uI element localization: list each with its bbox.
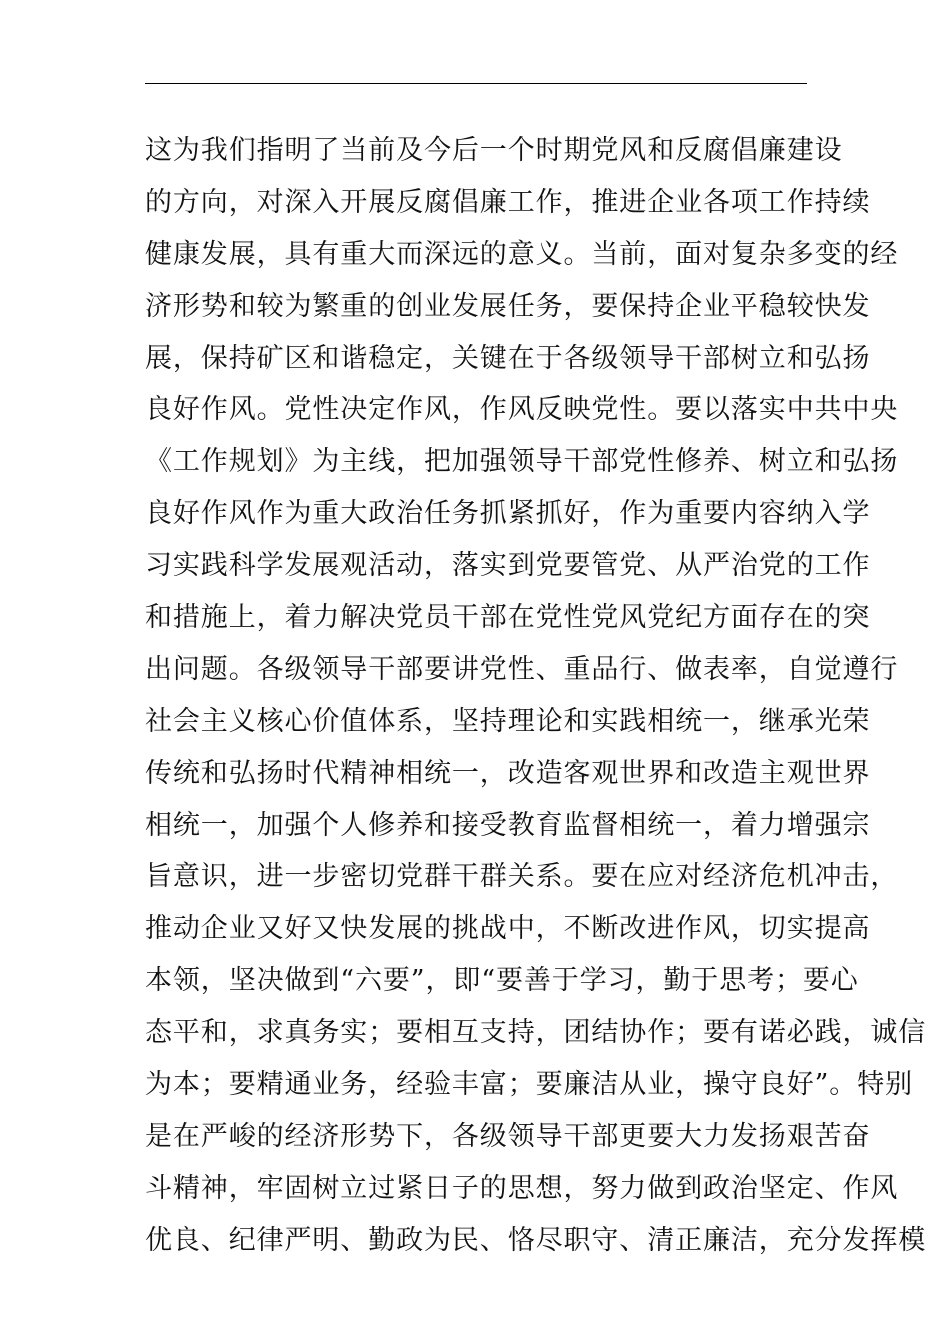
text-line: 习实践科学发展观活动，落实到党要管党、从严治党的工作 xyxy=(145,550,871,582)
text-line: 斗精神，牢固树立过紧日子的思想，努力做到政治坚定、作风 xyxy=(145,1172,899,1204)
text-line: 相统一，加强个人修养和接受教育监督相统一，着力增强宗 xyxy=(145,809,871,841)
text-line: 这为我们指明了当前及今后一个时期党风和反腐倡廉建设 xyxy=(145,135,843,166)
text-line: 社会主义核心价值体系，坚持理论和实践相统一，继承光荣 xyxy=(145,705,871,737)
text-line: 展，保持矿区和谐稳定，关键在于各级领导干部树立和弘扬 xyxy=(145,342,871,374)
text-line: 旨意识，进一步密切党群干群关系。要在应对经济危机冲击， xyxy=(145,861,899,893)
text-line: 《工作规划》为主线，把加强领导干部党性修养、树立和弘扬 xyxy=(145,446,899,478)
text-line: 的方向，对深入开展反腐倡廉工作，推进企业各项工作持续 xyxy=(145,186,871,218)
text-line: 健康发展，具有重大而深远的意义。当前，面对复杂多变的经 xyxy=(145,238,899,270)
text-line: 态平和，求真务实；要相互支持，团结协作；要有诺必践，诚信 xyxy=(145,1017,927,1049)
text-line: 本领，坚决做到“六要”，即“要善于学习，勤于思考；要心 xyxy=(145,965,859,997)
body-paragraph xyxy=(145,125,927,1267)
text-line: 推动企业又好又快发展的挑战中，不断改进作风，切实提高 xyxy=(145,913,871,945)
text-line: 济形势和较为繁重的创业发展任务，要保持企业平稳较快发 xyxy=(145,290,871,322)
text-line: 良好作风作为重大政治任务抓紧抓好，作为重要内容纳入学 xyxy=(145,498,871,530)
text-line: 和措施上，着力解决党员干部在党性党风党纪方面存在的突 xyxy=(145,602,871,634)
text-line: 良好作风。党性决定作风，作风反映党性。要以落实中共中央 xyxy=(145,394,899,426)
header-divider xyxy=(145,83,807,84)
text-line: 是在严峻的经济形势下，各级领导干部更要大力发扬艰苦奋 xyxy=(145,1120,871,1152)
text-line: 传统和弘扬时代精神相统一，改造客观世界和改造主观世界 xyxy=(145,757,871,789)
text-line: 优良、纪律严明、勤政为民、恪尽职守、清正廉洁，充分发挥模 xyxy=(145,1224,927,1256)
text-line: 出问题。各级领导干部要讲党性、重品行、做表率，自觉遵行 xyxy=(145,653,899,685)
text-line: 为本；要精通业务，经验丰富；要廉洁从业，操守良好”。特别 xyxy=(145,1069,914,1101)
